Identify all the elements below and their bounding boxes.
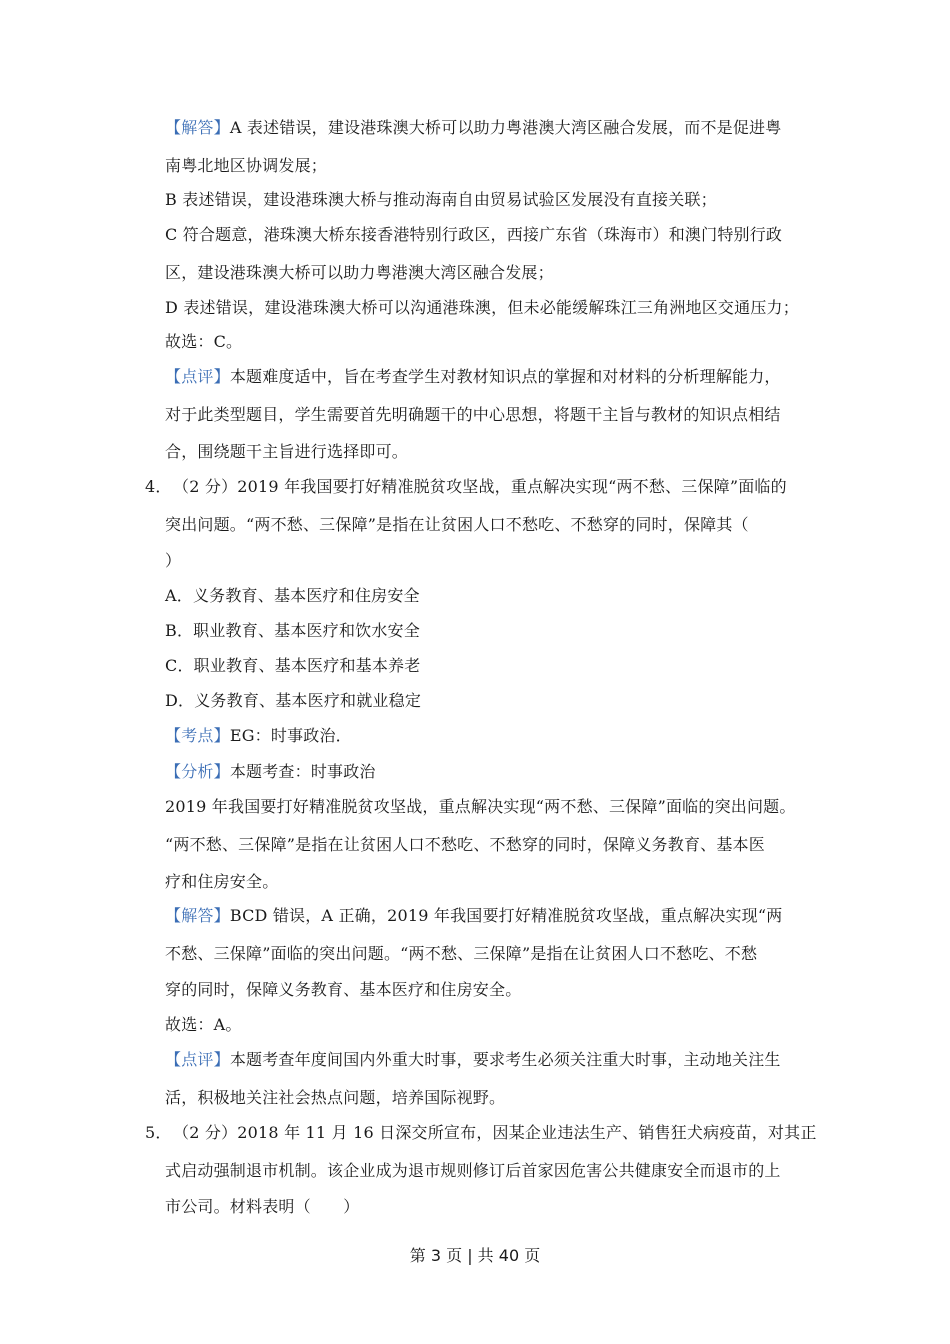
kaodian-tag: 【考点】	[165, 726, 230, 745]
text-line: 不愁、三保障”面临的突出问题。“两不愁、三保障”是指在让贫困人口不愁吃、不愁	[165, 944, 758, 963]
option-c: C．职业教育、基本医疗和基本养老	[165, 656, 421, 675]
answer-tag: 【解答】	[165, 906, 230, 925]
q4-number: 4．	[145, 477, 172, 496]
q3-comment-line	[165, 366, 781, 388]
q5-stem-line: （2 分）2018 年 11 月 16 日深交所宣布，因某企业违法生产、销售狂犬病疫苗，对其正	[173, 1123, 817, 1142]
q4-answer-line	[165, 905, 782, 927]
text-line: 南粤北地区协调发展；	[165, 156, 328, 175]
q5-number: 5．	[145, 1123, 172, 1142]
choice-line: 故选：A。	[165, 1015, 242, 1034]
text-line: 2019 年我国要打好精准脱贫攻坚战，重点解决实现“两不愁、三保障”面临的突出问题。	[165, 797, 796, 816]
q4-stem-line: （2 分）2019 年我国要打好精准脱贫攻坚战，重点解决实现“两不愁、三保障”面临的	[173, 477, 787, 496]
text-line: 合，围绕题干主旨进行选择即可。	[165, 442, 409, 461]
text-line: “两不愁、三保障”是指在让贫困人口不愁吃、不愁穿的同时，保障义务教育、基本医	[165, 835, 765, 854]
text-line: 对于此类型题目，学生需要首先明确题干的中心思想，将题干主旨与教材的知识点相结	[165, 405, 781, 424]
option-d: D．义务教育、基本医疗和就业稳定	[165, 691, 422, 710]
text-line: 区，建设港珠澳大桥可以助力粤港澳大湾区融合发展；	[165, 263, 554, 282]
comment-tag: 【点评】	[165, 367, 230, 386]
comment-tag: 【点评】	[165, 1050, 230, 1069]
q4-stem-line: ）	[165, 551, 182, 570]
page-footer: 第 3 页 | 共 40 页	[409, 1246, 541, 1265]
text-line: C 符合题意，港珠澳大桥东接香港特别行政区，西接广东省（珠海市）和澳门特别行政	[165, 225, 783, 244]
kaodian-text: EG：时事政治．	[229, 726, 352, 745]
analysis-text: 本题考查：时事政治	[229, 762, 376, 781]
q4-analysis-line	[165, 761, 376, 783]
q4-kaodian-line	[165, 725, 352, 747]
q3-answer-line	[165, 117, 781, 139]
text-line: D 表述错误，建设港珠澳大桥可以沟通港珠澳，但未必能缓解珠江三角洲地区交通压力；	[165, 298, 799, 317]
text-line: B 表述错误，建设港珠澳大桥与推动海南自由贸易试验区发展没有直接关联；	[165, 190, 717, 209]
answer-text: BCD 错误，A 正确，2019 年我国要打好精准脱贫攻坚战，重点解决实现“两	[229, 906, 783, 925]
comment-text: 本题难度适中，旨在考查学生对教材知识点的掌握和对材料的分析理解能力，	[229, 367, 781, 386]
answer-text: A 表述错误，建设港珠澳大桥可以助力粤港澳大湾区融合发展，而不是促进粤	[229, 118, 782, 137]
choice-line: 故选：C。	[165, 332, 243, 351]
q5-stem-line: 市公司。材料表明（ ）	[165, 1197, 360, 1216]
option-a: A．义务教育、基本医疗和住房安全	[165, 586, 420, 605]
q4-comment-line	[165, 1049, 781, 1071]
comment-text: 本题考查年度间国内外重大时事，要求考生必须关注重大时事，主动地关注生	[229, 1050, 781, 1069]
analysis-tag: 【分析】	[165, 762, 230, 781]
answer-tag: 【解答】	[165, 118, 230, 137]
option-b: B．职业教育、基本医疗和饮水安全	[165, 621, 420, 640]
q4-stem-line: 突出问题。“两不愁、三保障”是指在让贫困人口不愁吃、不愁穿的同时，保障其（	[165, 515, 749, 534]
q5-stem-line: 式启动强制退市机制。该企业成为退市规则修订后首家因危害公共健康安全而退市的上	[165, 1161, 781, 1180]
text-line: 穿的同时，保障义务教育、基本医疗和住房安全。	[165, 980, 522, 999]
text-line: 活，积极地关注社会热点问题，培养国际视野。	[165, 1088, 506, 1107]
text-line: 疗和住房安全。	[165, 872, 279, 891]
